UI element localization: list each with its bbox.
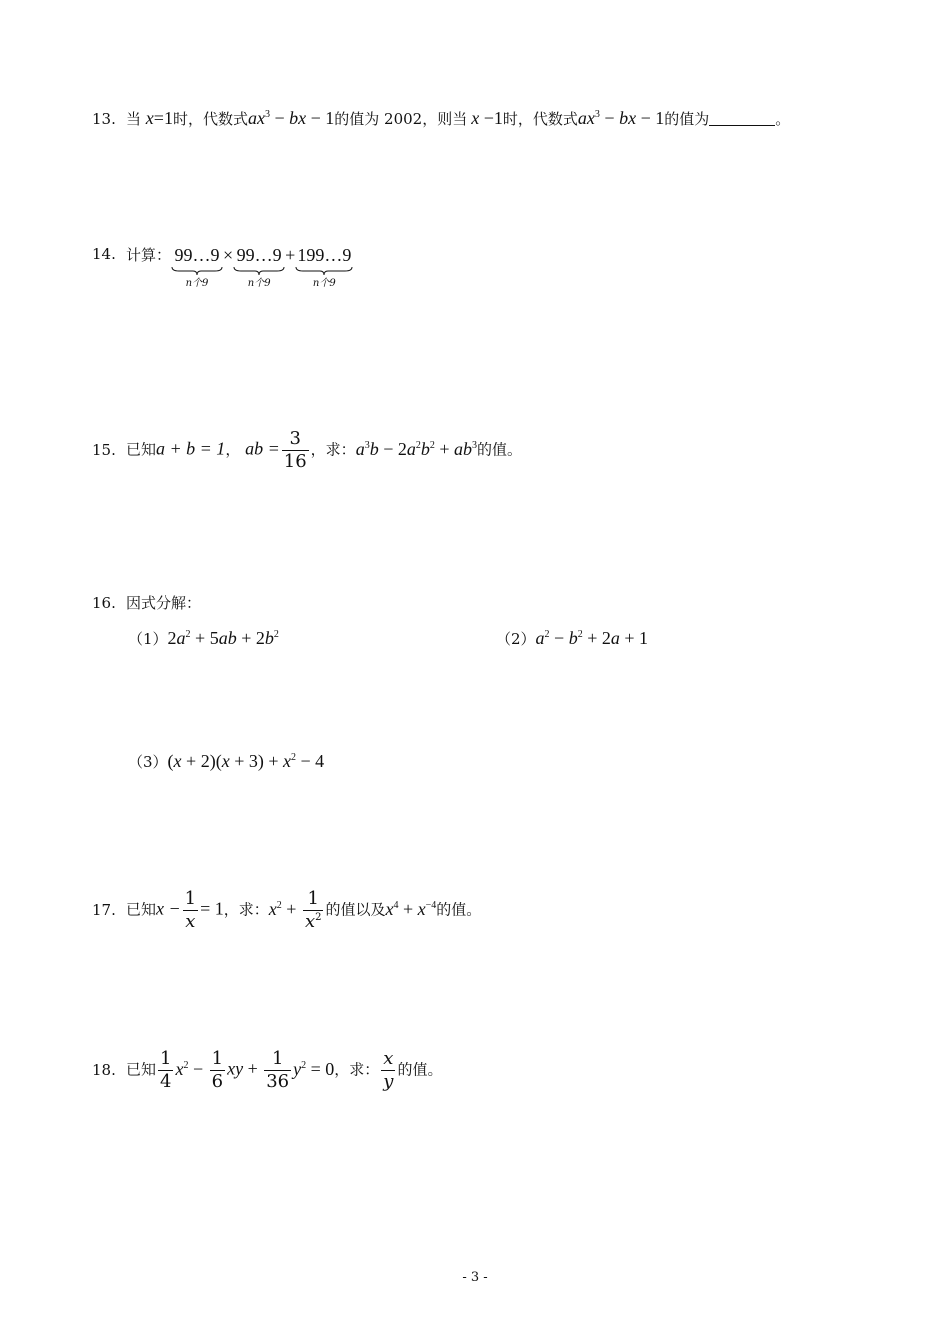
question-number: 14. [92,245,116,263]
underbrace-term: 199…9 n个9 [297,245,352,289]
question-15: 15. 已知a + b = 1， ab = $\frac{3}{16}$ ，求：$a^3b - 2a^2b^2 + ab^3$的值。 [92,428,523,472]
question-16-part-2: $(2)a^2 - b^2 + 2a + 1$ [496,628,649,648]
fraction: $\frac{1}{36}$ [266,1048,290,1092]
expression: $a^3b - 2a^2b^2 + ab^3$ [355,438,477,459]
expression: $x^2$ + [268,898,301,919]
expression: $(x + 2)(x + 3) + x^2 - 4$ [167,751,325,771]
underbrace-icon [171,266,223,276]
expression: $a^2 - b^2 + 2a + 1$ [535,628,649,648]
question-number: 16. [92,594,116,612]
question-18: 18. 已知 $\frac{1}{4}$ $x^2$ − $\frac{1}{6}$ xy + $\frac{1}{36}$ $y^2 = 0$，求： $\frac{x}{y}$ 的值。 [92,1048,443,1092]
expression: $ax^3$ − bx − 1 [577,108,665,128]
underbrace-icon [295,266,353,276]
question-14: 14. 计算： 99…9 n个9 × 99…9 n个9 + 199…9 n个9 [92,245,352,289]
page-number: - 3 - [462,1270,488,1285]
underbrace-icon [233,266,285,276]
question-16-part-3: $(3)(x + 2)(x + 3) + x^2 - 4$ [128,751,325,771]
answer-blank[interactable] [709,111,775,126]
question-13: 13. 当 x=1时，代数式$ax^3$ − bx − 1的值为 2002，则当 x −1时，代数式$ax^3$ − bx − 1的值为 。 [92,108,791,128]
question-16-part-1: $(1)2a^2 + 5ab + 2b^2$ [128,628,279,648]
question-number: 18. [92,1060,116,1079]
fraction: $\frac{1}{4}$ [160,1048,172,1092]
expression: $2a^2 + 5ab + 2b^2$ [167,628,279,648]
underbrace-term: 99…9 n个9 [171,244,223,290]
question-17: 17. 已知x − $\frac{1}{x}$ = 1，求：$x^2$ + $\frac{1}{x^2}$ 的值以及$x^4 + x^{-4}$的值。 [92,888,482,932]
fraction: $\frac{1}{6}$ [211,1048,224,1092]
question-number: 17. [92,900,116,919]
fraction: $\frac{x}{y}$ [383,1048,394,1092]
expression: $x^4 + x^{-4}$ [385,898,437,919]
underbrace-term: 99…9 n个9 [233,244,285,290]
question-number: 15. [92,440,116,459]
question-number: 13. [92,110,116,128]
expression: $ax^3$ − bx − 1 [247,108,335,128]
fraction: $\frac{3}{16}$ [283,428,307,472]
fraction: $\frac{1}{x}$ [184,888,197,932]
fraction: $\frac{1}{x^2}$ [304,888,322,932]
question-16: 16. 因式分解： [92,594,202,612]
